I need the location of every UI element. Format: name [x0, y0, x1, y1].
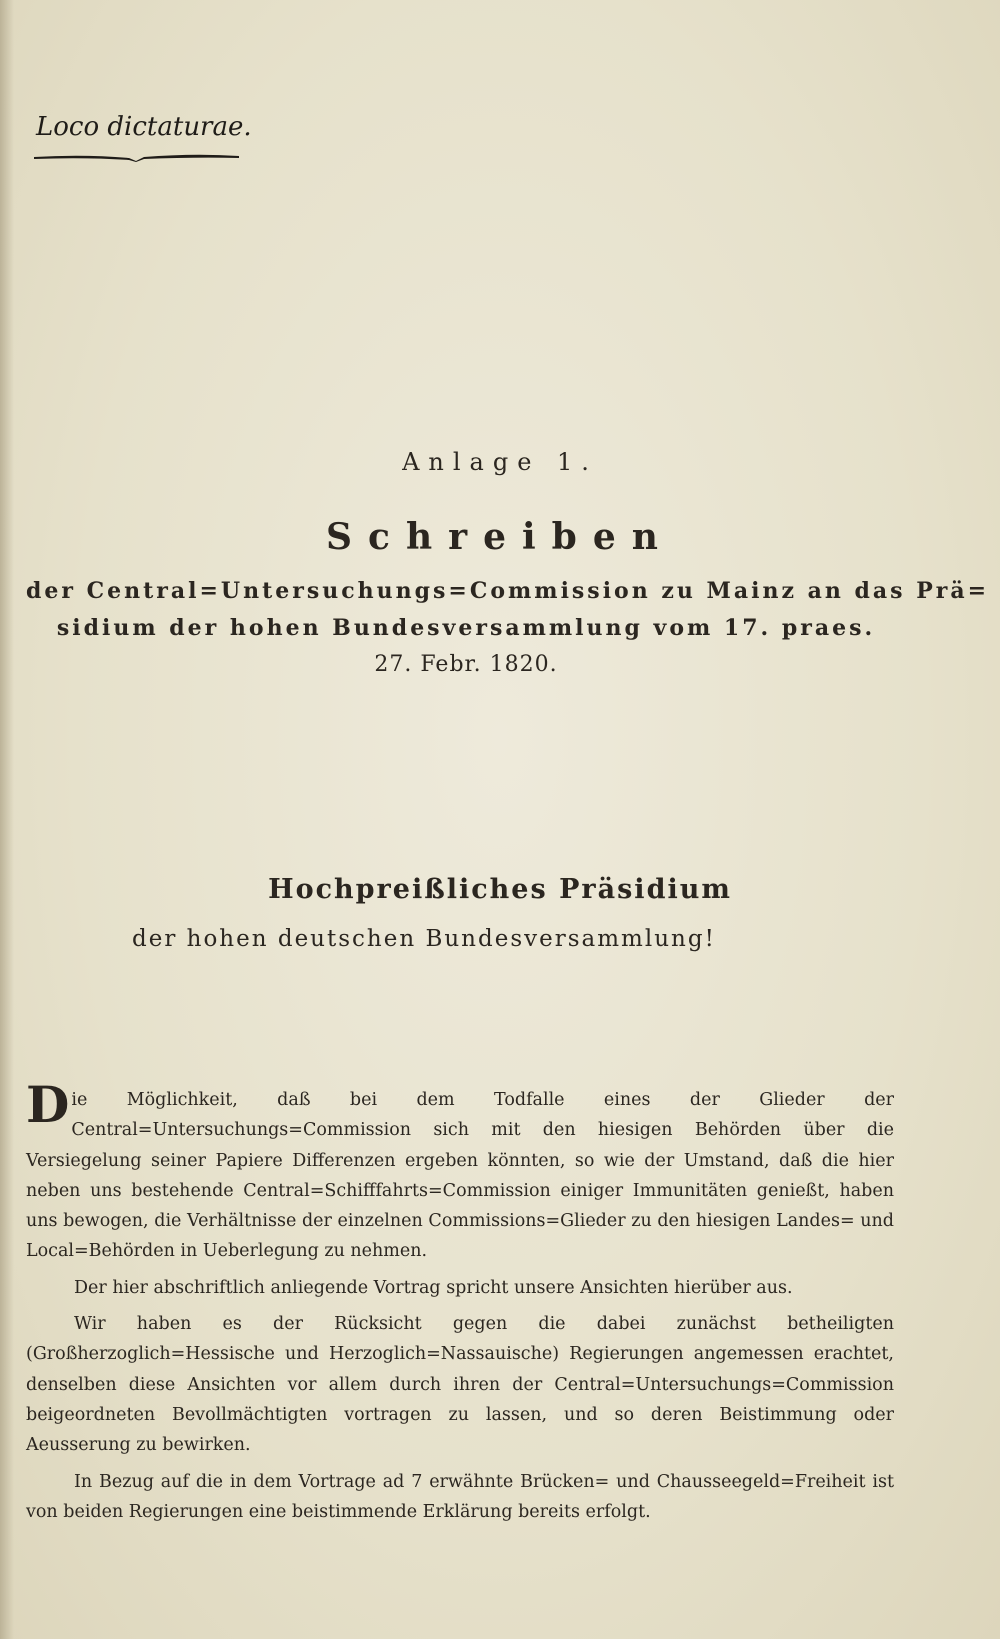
paragraph-4: In Bezug auf die in dem Vortrage ad 7 erwähnte Brücken= und Chausseegeld=Freiheit ist von beiden Regierungen eine beistimmende Erklärung bereits erfolgt.	[26, 1471, 894, 1522]
paragraph-1-text: ie Möglichkeit, daß bei dem Todfalle eines der Glieder der Central=Untersuchungs=Commission sich mit den hiesigen Behörden über die Versiegelung seiner Papiere Differenzen ergeben könnten, so wie der Umstand, daß die hier neben uns bestehende Central=Schifffahrts=Commission einiger Immunitäten genießt, haben uns bewogen, die Verhältnisse der einzelnen Commissions=Glieder zu den hiesigen Landes= und Local=Behörden in Ueberlegung zu nehmen.	[26, 1090, 894, 1262]
document-title: Schreiben	[326, 516, 674, 558]
drop-cap: D	[26, 1075, 70, 1134]
salutation-line-1: Hochpreißliches Präsidium	[268, 874, 732, 905]
subtitle-line-2: sidium der hohen Bundesversammlung vom 17. praes.	[56, 615, 876, 641]
salutation-line-2: der hohen deutschen Bundesversammlung!	[132, 926, 716, 952]
stamp-underline	[34, 154, 239, 162]
stamp-loco-dictaturae: Loco dictaturae.	[36, 112, 252, 142]
paragraph-1	[26, 1075, 894, 1267]
paragraph-3: Wir haben es der Rücksicht gegen die dabei zunächst betheiligten (Großherzoglich=Hessische und Herzoglich=Nassauische) Regierungen angemessen erachtet, denselben diese Ansichten vor allem durch ihren der Central=Untersuchungs=Commission beigeordneten Bevollmächtigten vortragen zu lassen, und so deren Beistimmung oder Aeusserung zu bewirken.	[26, 1314, 894, 1456]
paragraph-2: Der hier abschriftlich anliegende Vortrag spricht unsere Ansichten hierüber aus.	[74, 1277, 793, 1298]
letter-body	[26, 1075, 894, 1533]
subtitle-line-3: 27. Febr. 1820.	[374, 652, 558, 677]
appendix-label: Anlage 1.	[402, 448, 598, 476]
subtitle-line-1: der Central=Untersuchungs=Commission zu Mainz an das Prä=	[26, 578, 990, 604]
